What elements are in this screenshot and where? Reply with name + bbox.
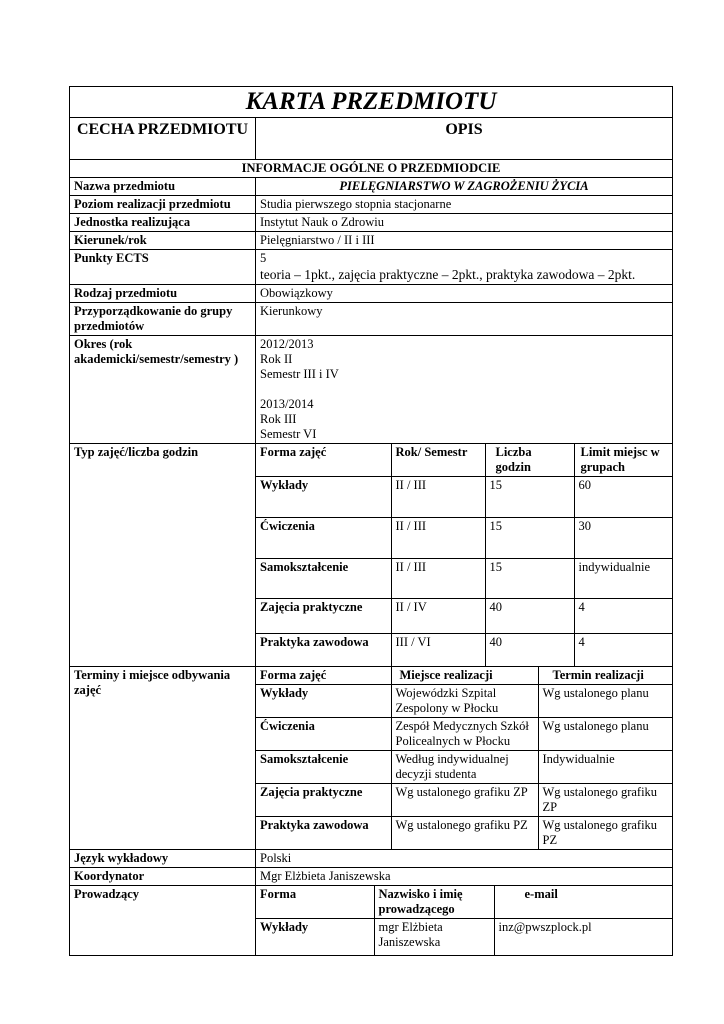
coordinator-value: Mgr Elżbieta Janiszewska bbox=[256, 867, 673, 885]
row-label-name: Nazwa przedmiotu bbox=[70, 178, 256, 196]
schedule-col-form: Forma zajęć bbox=[256, 667, 391, 685]
hours-col-year: Rok/ Semestr bbox=[391, 444, 485, 477]
hours-year: II / III bbox=[391, 518, 485, 559]
table-row bbox=[256, 816, 672, 849]
schedule-term: Wg ustalonego planu bbox=[538, 717, 672, 750]
schedule-form: Wykłady bbox=[256, 684, 391, 717]
unit-value: Instytut Nauk o Zdrowiu bbox=[256, 214, 673, 232]
ects-value: 5 bbox=[260, 251, 267, 265]
lecturers-cell bbox=[256, 885, 673, 955]
period-semester-2: Semestr VI bbox=[260, 427, 317, 441]
schedule-place: Wg ustalonego grafiku PZ bbox=[391, 816, 538, 849]
row-label-lecturers: Prowadzący bbox=[70, 885, 256, 955]
hours-limit: 30 bbox=[574, 518, 672, 559]
period-semester-1: Semestr III i IV bbox=[260, 367, 339, 381]
type-value: Obowiązkowy bbox=[256, 285, 673, 303]
hours-col-form: Forma zajęć bbox=[256, 444, 391, 477]
schedule-term: Wg ustalonego grafiku PZ bbox=[538, 816, 672, 849]
row-label-period: Okres (rok akademicki/semestr/semestry ) bbox=[70, 336, 256, 444]
hours-year: II / III bbox=[391, 559, 485, 599]
table-row bbox=[256, 717, 672, 750]
schedule-table bbox=[256, 667, 672, 849]
major-value: Pielęgniarstwo / II i III bbox=[256, 232, 673, 250]
hours-form: Wykłady bbox=[256, 477, 391, 518]
table-row bbox=[256, 783, 672, 816]
hours-limit: 4 bbox=[574, 634, 672, 666]
header-description: OPIS bbox=[256, 118, 673, 160]
group-value: Kierunkowy bbox=[256, 303, 673, 336]
schedule-place: Wojewódzki Szpital Zespolony w Płocku bbox=[391, 684, 538, 717]
table-row bbox=[256, 634, 672, 666]
hours-year: II / IV bbox=[391, 599, 485, 634]
table-row bbox=[256, 477, 672, 518]
hours-form: Samokształcenie bbox=[256, 559, 391, 599]
language-value: Polski bbox=[256, 849, 673, 867]
hours-limit: 4 bbox=[574, 599, 672, 634]
hours-form: Ćwiczenia bbox=[256, 518, 391, 559]
lecturer-email[interactable]: inz@pwszplock.pl bbox=[494, 919, 672, 955]
schedule-term: Wg ustalonego planu bbox=[538, 684, 672, 717]
schedule-col-place: Miejsce realizacji bbox=[391, 667, 538, 685]
hours-form: Praktyka zawodowa bbox=[260, 635, 369, 649]
row-label-schedule: Terminy i miejsce odbywania zajęć bbox=[70, 666, 256, 849]
row-label-language: Język wykładowy bbox=[70, 849, 256, 867]
schedule-cell bbox=[256, 666, 673, 849]
schedule-form: Ćwiczenia bbox=[256, 717, 391, 750]
schedule-form: Zajęcia praktyczne bbox=[256, 783, 391, 816]
schedule-place: Według indywidualnej decyzji studenta bbox=[391, 750, 538, 783]
schedule-term: Indywidualnie bbox=[538, 750, 672, 783]
row-label-type: Rodzaj przedmiotu bbox=[70, 285, 256, 303]
schedule-term: Wg ustalonego grafiku ZP bbox=[538, 783, 672, 816]
row-label-group: Przyporządkowanie do grupy przedmiotów bbox=[70, 303, 256, 336]
header-feature: CECHA PRZEDMIOTU bbox=[70, 118, 256, 160]
row-label-unit: Jednostka realizująca bbox=[70, 214, 256, 232]
table-row bbox=[256, 684, 672, 717]
lecturers-col-form: Forma bbox=[256, 886, 374, 919]
row-label-ects: Punkty ECTS bbox=[70, 250, 256, 285]
ects-cell bbox=[256, 250, 673, 285]
lecturers-col-email: e-mail bbox=[494, 886, 672, 919]
lecturers-table bbox=[256, 886, 672, 955]
hours-count: 15 bbox=[485, 477, 574, 518]
period-year-1: 2012/2013 bbox=[260, 337, 314, 351]
period-course-1: Rok II bbox=[260, 352, 293, 366]
table-row bbox=[256, 750, 672, 783]
course-card bbox=[69, 86, 672, 956]
hours-count: 15 bbox=[485, 559, 574, 599]
hours-limit: indywidualnie bbox=[574, 559, 672, 599]
schedule-form: Praktyka zawodowa bbox=[260, 817, 369, 832]
row-label-level: Poziom realizacji przedmiotu bbox=[70, 196, 256, 214]
hours-table bbox=[256, 444, 672, 666]
course-name: PIELĘGNIARSTWO W ZAGROŻENIU ŻYCIA bbox=[256, 178, 673, 196]
period-year-2: 2013/2014 bbox=[260, 397, 314, 411]
level-value: Studia pierwszego stopnia stacjonarne bbox=[256, 196, 673, 214]
lecturer-form: Wykłady bbox=[260, 920, 309, 934]
schedule-col-term: Termin realizacji bbox=[538, 667, 672, 685]
table-row bbox=[256, 919, 672, 955]
table-row bbox=[256, 599, 672, 634]
hours-year: II / III bbox=[391, 477, 485, 518]
row-label-coordinator: Koordynator bbox=[70, 867, 256, 885]
period-course-2: Rok III bbox=[260, 412, 297, 426]
lecturers-col-name: Nazwisko i imię prowadzącego bbox=[374, 886, 494, 919]
hours-count: 40 bbox=[485, 634, 574, 666]
hours-limit: 60 bbox=[574, 477, 672, 518]
ects-detail: teoria – 1pkt., zajęcia praktyczne – 2pkt., praktyka zawodowa – 2pkt. bbox=[260, 267, 636, 282]
hours-count: 15 bbox=[485, 518, 574, 559]
schedule-place: Zespół Medycznych Szkół Policealnych w Płocku bbox=[391, 717, 538, 750]
table-row bbox=[256, 518, 672, 559]
hours-cell bbox=[256, 444, 673, 667]
lecturer-name: mgr Elżbieta Janiszewska bbox=[374, 919, 494, 955]
course-card-table bbox=[69, 86, 673, 956]
row-label-hours: Typ zajęć/liczba godzin bbox=[70, 444, 256, 667]
schedule-form: Samokształcenie bbox=[256, 750, 391, 783]
table-row bbox=[256, 559, 672, 599]
document-title: KARTA PRZEDMIOTU bbox=[70, 87, 673, 118]
hours-col-limit: Limit miejsc w grupach bbox=[574, 444, 672, 477]
section-general: INFORMACJE OGÓLNE O PRZEDMIODCIE bbox=[70, 160, 673, 178]
period-cell bbox=[256, 336, 673, 444]
hours-count: 40 bbox=[485, 599, 574, 634]
schedule-place: Wg ustalonego grafiku ZP bbox=[391, 783, 538, 816]
hours-form: Zajęcia praktyczne bbox=[256, 599, 391, 634]
hours-col-count: Liczba godzin bbox=[485, 444, 574, 477]
row-label-major: Kierunek/rok bbox=[70, 232, 256, 250]
hours-year: III / VI bbox=[391, 634, 485, 666]
